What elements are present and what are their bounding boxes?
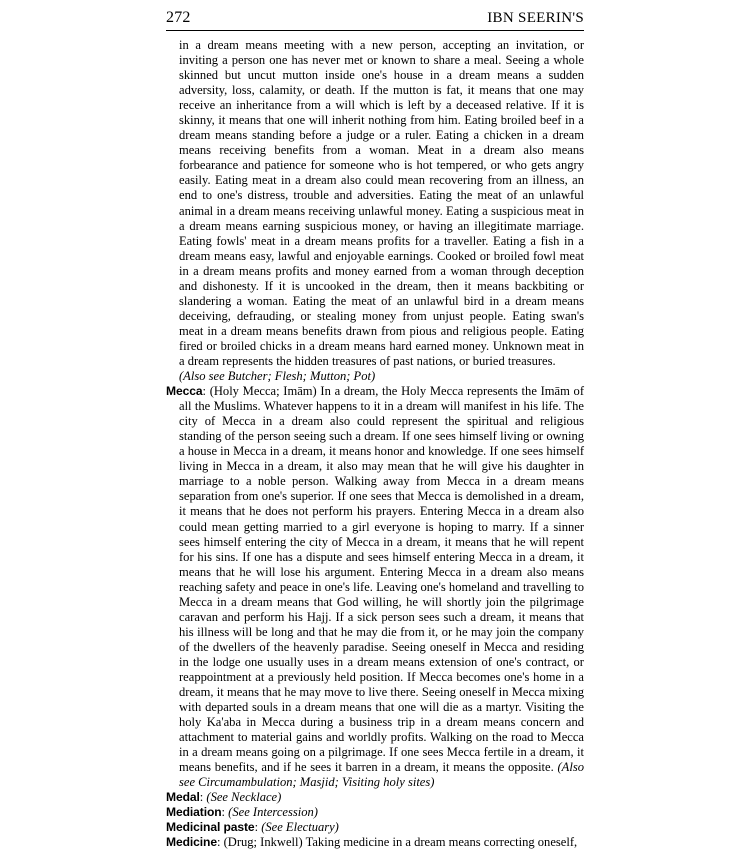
continued-paragraph bbox=[179, 38, 584, 369]
entry-term: Medicinal paste bbox=[166, 820, 255, 835]
entry-term: Medicine bbox=[166, 835, 217, 850]
header-rule bbox=[166, 30, 584, 31]
page-number: 272 bbox=[166, 9, 191, 26]
cross-reference: (Also see Butcher; Flesh; Mutton; Pot) bbox=[179, 369, 376, 384]
cross-reference: (See Electuary) bbox=[261, 820, 339, 835]
book-title: IBN SEERIN'S bbox=[487, 10, 584, 26]
entry-term: Mecca bbox=[166, 384, 203, 399]
entry-body-text: (Holy Mecca; Imām) In a dream, the Holy Mecca represents the Imām of all the Muslims. Whatever happens to it in a dream will manifest in his life. The city of Mecca in a dream also could represent the spiritual and religious standing of the person seeing such a dream. If one sees himself living or owning a house in Mecca in a dream, it means honor and knowledge. If one sees himself living in Mecca in a dream, it also may mean that he will give his daughter in marriage to a noble person. Walking away from Mecca in a dream means separation from one's superior. If one sees that Mecca is demolished in a dream, it means that he does not perform his prayers. Entering Mecca in a dream also could mean getting married to a girl everyone is hoping to marry. If a sinner sees himself entering the city of Mecca in a dream, it means that he will repent for his sins. If one has a dispute and sees himself entering Mecca in a dream, it means that he will lose his argument. Entering Mecca in a dream also means reaching safety and peace in one's life. Leaving one's homeland and travelling to Mecca in a dream means that God willing, he will shortly join the pilgrimage caravan and perform his Hajj. If a sick person sees such a dream, it means that his illness will be long and that he may die from it, or he may join the company of the dwellers of the heavenly paradise. Seeing oneself in Mecca and residing in the lodge one usually uses in a dream means extension of one's contract, or reappointment at a previously held position. If Mecca becomes one's home in a dream, it means that he may move to live there. Seeing oneself in Mecca mixing with departed souls in a dream means that one will die as a martyr. Visiting the holy Ka'aba in Mecca during a business trip in a dream means concern and attachment to material gains and worldly profits. Walking on the road to Mecca in a dream means going on a pilgrimage. If one sees Mecca fertile in a dream, it means benefits, and if he sees it barren in a dream, it means the opposite. bbox=[179, 384, 585, 775]
body-column bbox=[166, 38, 584, 851]
entry-separator: : bbox=[199, 790, 207, 805]
entry-separator: : bbox=[254, 820, 262, 835]
dictionary-entry-mediation bbox=[166, 805, 584, 820]
entry-term: Mediation bbox=[166, 805, 222, 820]
dictionary-entry-medicinal-paste bbox=[166, 820, 584, 835]
page-content bbox=[166, 0, 584, 851]
continued-paragraph-text: in a dream means meeting with a new person, accepting an invitation, or inviting a person one has never met or known to share a meal. Seeing a whole skinned but uncut mutton inside one's house in a dream means a sudden adversity, loss, calamity, or death. If the mutton is fat, it means that one may receive an inheritance from a will which is left by a deceased relative. If it is skinny, it means that one will inherit nothing from him. Eating broiled beef in a dream means standing before a judge or a ruler. Eating a chicken in a dream means receiving benefits from a woman. Meat in a dream also means forbearance and patience for someone who is hot tempered, or who gets angry easily. Eating meat in a dream also could mean recovering from an illness, an end to one's distress, trouble and adversities. Eating the meat of an unlawful animal in a dream means receiving unlawful money. Eating a suspicious meat in a dream means earning suspicious money, or having an illegitimate marriage. Eating fowls' meat in a dream means profits for a traveller. Eating a fish in a dream means easy, lawful and enjoyable earnings. Cooked or broiled fowl meat in a dream means profits and money earned from a woman through deception and dishonesty. If it is uncooked in the dream, then it means backbiting or slandering a woman. Eating the meat of an unlawful bird in a dream means deceiving, defrauding, or stealing money from unjust people. Eating swan's meat in a dream means benefits drawn from pious and religious people. Eating fired or broiled chicks in a dream means hard earned money. Unknown meat in a dream represents the hidden treasures of past nations, or buried treasures. bbox=[179, 38, 584, 368]
entry-term: Medal bbox=[166, 790, 200, 805]
continued-crossref-line bbox=[179, 369, 584, 384]
entry-separator: : bbox=[202, 384, 210, 399]
cross-reference: (See Intercession) bbox=[228, 805, 318, 820]
dictionary-entry-medal bbox=[166, 790, 584, 805]
cross-reference: (See Necklace) bbox=[206, 790, 282, 805]
running-head bbox=[166, 0, 584, 27]
entry-separator: : bbox=[216, 835, 224, 850]
dictionary-entry-medicine bbox=[166, 835, 584, 850]
entry-body-text: (Drug; Inkwell) Taking medicine in a dream means correcting oneself, bbox=[223, 835, 578, 850]
dictionary-entry-mecca bbox=[166, 384, 584, 790]
cross-reference: (Also see Circumambulation; Masjid; Visiting holy sites) bbox=[179, 760, 584, 790]
entry-separator: : bbox=[221, 805, 229, 820]
